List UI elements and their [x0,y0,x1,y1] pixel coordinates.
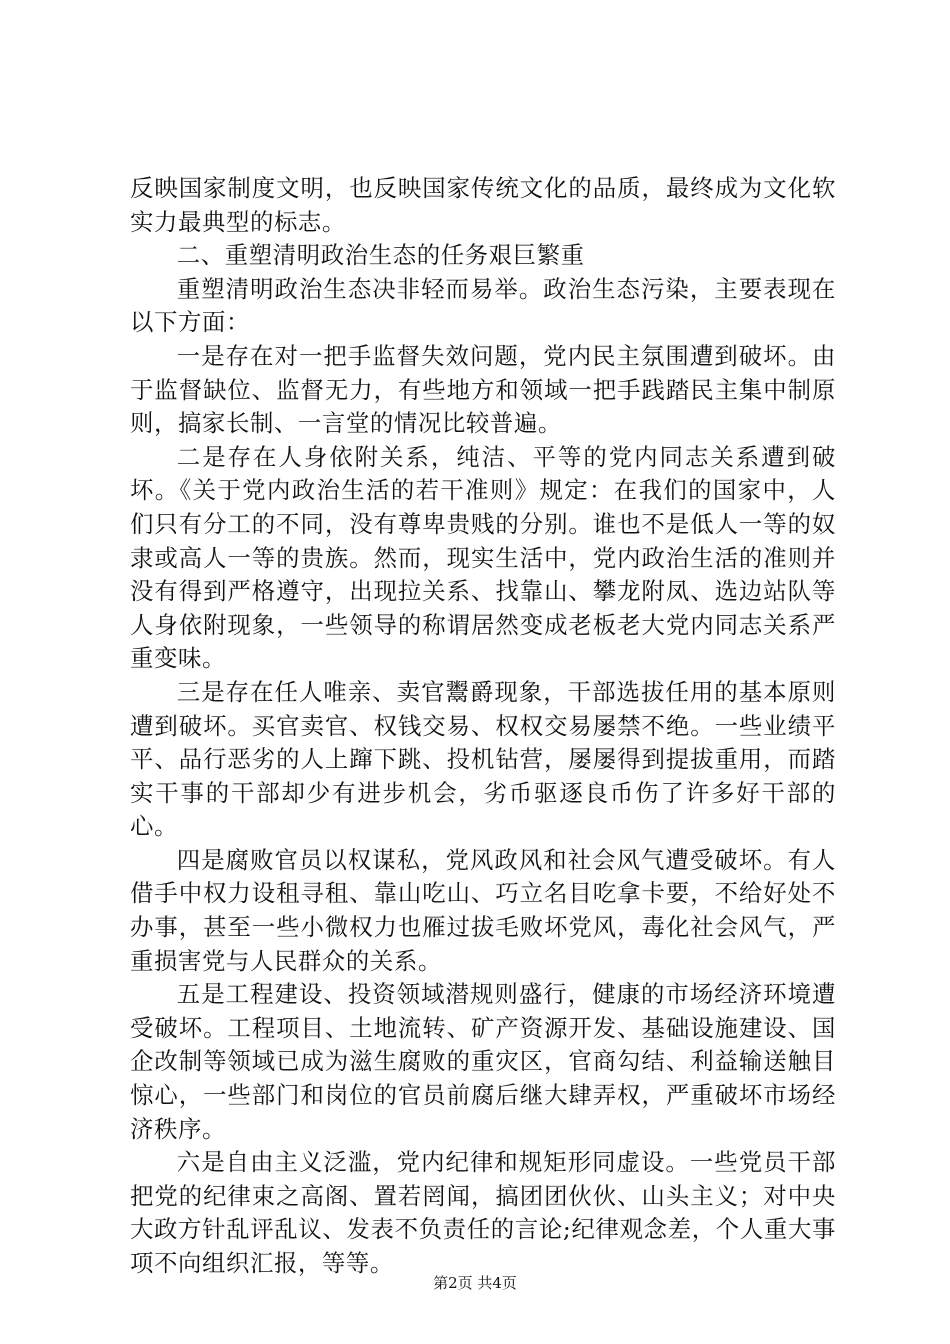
paragraph-point-3: 三是存在任人唯亲、卖官鬻爵现象，干部选拔任用的基本原则遭到破坏。买官卖官、权钱交易、权权交易屡禁不绝。一些业绩平平、品行恶劣的人上蹿下跳、投机钻营，屡屡得到提拔重用，而踏实干事的干部却少有进步机会，劣币驱逐良币伤了许多好干部的心。 [130,677,836,841]
paragraph-intro: 重塑清明政治生态决非轻而易举。政治生态污染，主要表现在以下方面： [130,274,836,337]
paragraph-point-2: 二是存在人身依附关系，纯洁、平等的党内同志关系遭到破坏。《关于党内政治生活的若干准则》规定：在我们的国家中，人们只有分工的不同，没有尊卑贵贱的分别。谁也不是低人一等的奴隶或高人一等的贵族。然而，现实生活中，党内政治生活的准则并没有得到严格遵守，出现拉关系、找靠山、攀龙附凤、选边站队等人身依附现象，一些领导的称谓居然变成老板老大党内同志关系严重变味。 [130,442,836,673]
paragraph-point-6: 六是自由主义泛滥，党内纪律和规矩形同虚设。一些党员干部把党的纪律束之高阁、置若罔闻，搞团团伙伙、山头主义；对中央大政方针乱评乱议、发表不负责任的言论;纪律观念差，个人重大事项不向组织汇报，等等。 [130,1148,836,1277]
paragraph-point-4: 四是腐败官员以权谋私，党风政风和社会风气遭受破坏。有人借手中权力设租寻租、靠山吃山、巧立名目吃拿卡要，不给好处不办事，甚至一些小微权力也雁过拔毛败坏党风，毒化社会风气，严重损害党与人民群众的关系。 [130,845,836,975]
paragraph-point-1: 一是存在对一把手监督失效问题，党内民主氛围遭到破坏。由于监督缺位、监督无力，有些地方和领域一把手践踏民主集中制原则，搞家长制、一言堂的情况比较普遍。 [130,341,836,438]
document-body [130,172,836,1281]
section-heading: 二、重塑清明政治生态的任务艰巨繁重 [176,241,585,270]
paragraph-point-5: 五是工程建设、投资领域潜规则盛行，健康的市场经济环境遭受破坏。工程项目、土地流转、矿产资源开发、基础设施建设、国企改制等领域已成为滋生腐败的重灾区，官商勾结、利益输送触目惊心，一些部门和岗位的官员前腐后继大肆弄权，严重破坏市场经济秩序。 [130,980,836,1143]
page-number-footer: 第2页 共4页 [433,1274,517,1292]
paragraph-continuation: 反映国家制度文明，也反映国家传统文化的品质，最终成为文化软实力最典型的标志。 [130,174,836,236]
